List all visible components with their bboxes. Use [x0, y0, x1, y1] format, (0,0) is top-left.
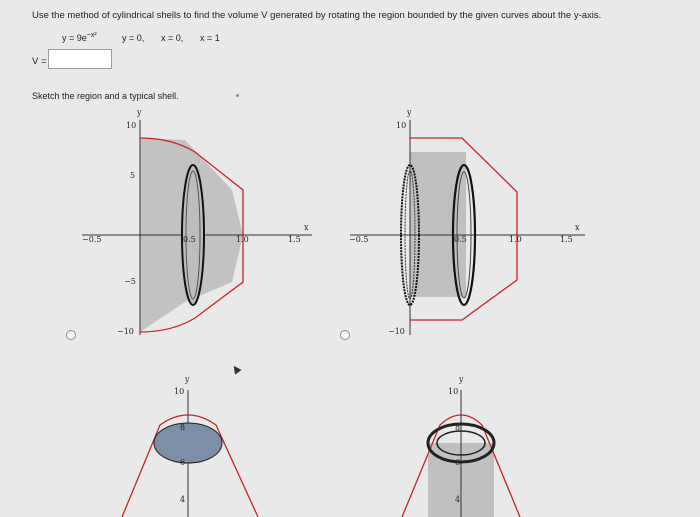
tick-y-c-6: 6: [180, 458, 186, 467]
tick-y-a-neg10: −10: [117, 327, 134, 336]
tick-x-a-3: 1.0: [236, 235, 249, 244]
tick-y-d-8: 8: [455, 423, 461, 432]
tick-x-b-2: 0.5: [454, 235, 467, 244]
axis-y-label-d: y: [459, 375, 464, 384]
equation-4: x = 1: [200, 33, 220, 43]
tick-y-c-10: 10: [174, 387, 185, 396]
tick-y-b-neg10: −10: [388, 327, 405, 336]
tick-x-b-1: −0.5: [349, 235, 369, 244]
equation-3: x = 0,: [161, 33, 184, 43]
tick-x-a-1: −0.5: [82, 235, 102, 244]
tick-x-b-3: 1.0: [509, 235, 522, 244]
equation-1: [62, 32, 97, 43]
equation-1-base: y = 9e: [62, 33, 87, 43]
shell-c: [154, 423, 222, 463]
tick-y-a-neg5: −5: [124, 277, 136, 286]
tick-y-b-10: 10: [396, 121, 407, 130]
option-a-radio[interactable]: [66, 330, 76, 340]
graph-option-b: [350, 100, 600, 340]
graph-option-a: [70, 100, 340, 340]
axis-x-label-b: x: [575, 223, 580, 232]
tick-y-c-8: 8: [180, 423, 186, 432]
graph-option-d: [390, 365, 560, 517]
answer-label: V =: [32, 56, 47, 67]
tick-x-b-4: 1.5: [560, 235, 573, 244]
tick-y-d-10: 10: [448, 387, 459, 396]
tick-y-a-5: 5: [130, 171, 136, 180]
question-prompt: Use the method of cylindrical shells to find the volume V generated by rotating the region bounded by the given curves about the y-axis.: [32, 10, 602, 21]
tick-y-c-4: 4: [180, 495, 186, 504]
axis-x-label-a: x: [304, 223, 309, 232]
equation-2: y = 0,: [122, 33, 145, 43]
graph-option-c: [110, 365, 280, 517]
tick-x-a-2: 0.5: [183, 235, 196, 244]
answer-input[interactable]: [48, 49, 112, 69]
tick-y-a-10: 10: [126, 121, 137, 130]
sketch-instruction: Sketch the region and a typical shell.: [32, 91, 179, 101]
option-b-radio[interactable]: [340, 330, 350, 340]
decorative-dot: [236, 94, 239, 97]
tick-y-d-6: 6: [455, 458, 461, 467]
equation-1-exponent: −x²: [86, 32, 97, 39]
axis-y-label-a: y: [137, 108, 142, 117]
axis-y-label-b: y: [407, 108, 412, 117]
tick-y-d-4: 4: [455, 495, 461, 504]
axis-y-label-c: y: [185, 375, 190, 384]
tick-x-a-4: 1.5: [288, 235, 301, 244]
